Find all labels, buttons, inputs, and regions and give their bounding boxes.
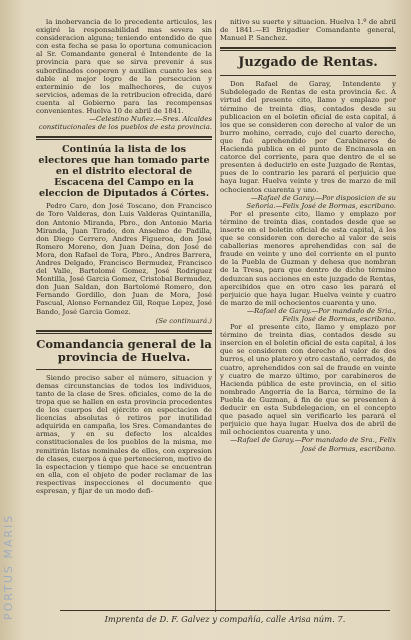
edict-signature-1: —Rafael de Garay.—Por disposicion de su Señoria.—Felix José de Bormas, escribano.: [246, 193, 396, 210]
section-divider: [36, 136, 212, 140]
edict-paragraph-3: Por el presente cito, llamo y emplazo por término de treinta dias, contados desde su insercion en el boletin oficial de esta capital, á los que se consideren con derecho al valor de dos burros, el uno platero y otro castaño, cerrados, de cuatro, aprehendidos con sal de fraude en veinte y cuatro de marzo último, por carabineros de Hacienda pública de este provincia, en el sitio nombrado Angorria de la Barca, término de la Puebla de Guzman, á fin de que se presenten á deducir en esta Subdelegacion, en el concepto que pasado aquel sin verificarlo les parará el perjuicio que haya lugar. Huelva dos de abril de mil ochocientos cuarenta y uno.: [220, 323, 396, 437]
archive-stamp: PORTUS MARIS: [2, 513, 15, 620]
continuation-paragraph: nitivo su suerte y situacion. Huelva 1.º de abril de 1841.—El Brigadier Comandante general, Manuel P. Sanchez.: [220, 18, 396, 43]
column-divider: [215, 20, 216, 612]
title-rule: [36, 369, 212, 370]
elector-list-title: Continúa la lista de los electores que han tomado parte en el distrito electoral de Escacena del Campo en la eleccion de Diputados á Córtes.: [38, 144, 210, 200]
edict-signature-2: —Rafael de Garay.—Por mandado de Sria., Felix José de Bormas, escribano.: [247, 306, 396, 323]
comandancia-title: Comandancia general de la provincia de Huelva.: [36, 336, 212, 364]
title-rule: [220, 75, 396, 76]
juzgado-title: Juzgado de Rentas.: [238, 55, 378, 71]
section-divider: [220, 47, 396, 51]
continued-note: (Se continuará.): [155, 316, 212, 325]
left-column: [36, 18, 212, 495]
printer-imprint: Imprenta de D. F. Galvez y compañía, calle Arisa núm. 7.: [60, 610, 390, 624]
edict-paragraph-1: Don Rafael de Garay, Intendente y Subdelegado de Rentas de esta provincia &c. A virtud del presente cito, llamo y emplazo por término de treinta dias, contados desde su publicacion en el boletin oficial de esta capital, á los que se consideren con derecho al valor de un burro mohino, cerrado, cujo del cuarto derecho, que fué aprehendido por Carabineros de Hacienda publica en el punto de Encinasola en catorce del corriente, para que dentro de el se presenten á deducirlo en este Juzgado de Rentas, pues de lo contrario les parará el perjuicio que haya lugar. Huelva veinte y tres de marzo de mil ochocientos cuarenta y uno.: [220, 80, 396, 194]
intro-signature: —Celestino Nuñez.—Sres. Alcaldes constitucionales de los pueblos de esta provincia.: [38, 115, 212, 132]
comandancia-text: Siendo preciso saber el número, situacion y demas circunstancias de todos los individuos, tanto de la clase de Sres. oficiales, como de la de tropa que se hallen en esta provincia procedentes de los cuerpos del ejército en espectacion de licencias absolutas ó retiros por inutilidad adquirida en campaña, los Sres. Comandantes de armas, y en su defecto los alcaldes constitucionales de los pueblos de la misma, me remitirán listas nominales de ellos, con expresion de clases, cuerpos á que pertenecieron, motivo de la espectacion y tiempo que hace se encuentran en ella, con el objeto de poder reclamar de las respectivas inspecciones el documento que espresan, y fijar de un modo defi-: [36, 373, 212, 496]
section-divider: [36, 330, 212, 334]
elector-list: Pedro Caro, don José Toscano, don Francisco de Toro Valderas, don Luis Valderas Quintanilla, don Antonio Miranda, Pbro., don Antonio Maria Miranda, Juan Tirado, don Anselmo de Padilla, don Diego Cerrero, Andres Figueroa, don José Romero Moreno, don Juan Deina, don José de Mora, don Rafael de Tora, Pbro., Andres Barrera, Andres Delgado, Francisco Bermudez, Francisco del Valle, Bartolomé Gomez, José Rodriguez Montilla, José Garcia Gomez, Cristobal Bermudez, don Juan Saldan, don Bartolomé Romero, don Fernando Gordillo, don Juan de Mora, José Pascual, Alonso Fernandez Gil, Roque Lopez, José Bando, José Garcia Gomez.: [36, 202, 212, 316]
intro-paragraph: la inobervancia de lo precedente articulos, les exigiré la responsabilidad mas severa sin consideracion alguna; teniendo entendido de que con esta fecha se pasa lo oportuna comunicacion al Sr. Comandante general é Intendente de la provincia para que se sirva prevenir á sus subordinados cooperen y auxilien cuanto les sea dable al mejor logro de la persecucion y exterminio de los malhechores, de cuyos servicios, ademas de la retribucion ofrecida, daré cuenta al Gobierno para las recompensas convenientes. Huelva 10 de abril de 1841.: [36, 18, 212, 116]
edict-signature-3: —Rafael de Garay.—Por mandado de Sra., Felix José de Bormas, escribano.: [230, 436, 396, 453]
edict-paragraph-2: Por el presente cito, llamo y emplazo por término de treinta dias, contados desde que se inserte en el boletin oficial de esta capital, á los que se consideren con derecho al valor de seis caballerias menores aprehendidas con sal de fraude en veinte y uno del corriente en el punto de la Puebla de Guzman y dehesa que nombran de la Tresa, para que dentro de dicho término deduzcan sus acciones en este juzgado de Rentas, apercibidos que en otro caso les parará el perjuicio que haya lugar. Huelva veinte y cuatro de marzo de mil ochocientos cuarenta y uno.: [220, 209, 396, 307]
right-column: [220, 18, 396, 453]
